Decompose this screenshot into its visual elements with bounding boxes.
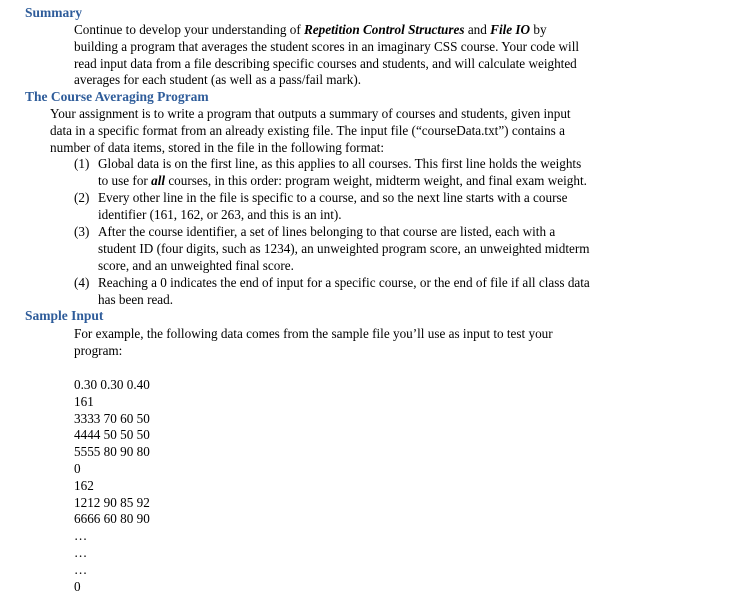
sample-data-line: … — [74, 528, 88, 544]
sample-data-line: 161 — [74, 393, 94, 409]
list-item-number: (2) — [74, 190, 90, 205]
sample-data-line: 0 — [74, 578, 81, 594]
program-line-1: Your assignment is to write a program that outputs a summary of courses and students, given input — [50, 106, 571, 121]
sample-data-line: 6666 60 80 90 — [74, 511, 150, 527]
program-line-3: number of data items, stored in the file in the following format: — [50, 139, 385, 155]
sample-line-1: For example, the following data comes from the sample file you’ll use as input to test your — [74, 326, 553, 341]
program-line-2: data in a specific format from an already existing file. The input file (“courseData.txt”) contains a — [50, 122, 565, 138]
sample-paragraph — [74, 326, 553, 360]
program-heading: The Course Averaging Program — [25, 89, 209, 104]
program-paragraph — [50, 106, 571, 156]
sample-data-line: … — [74, 561, 88, 577]
summary-line-1: Continue to develop your understanding of Repetition Control Structures and File IO by — [74, 22, 547, 37]
summary-heading: Summary — [25, 5, 82, 20]
sample-data-line: 4444 50 50 50 — [74, 427, 150, 443]
sample-data-line: 3333 70 60 50 — [74, 410, 150, 426]
summary-line-3: read input data from a file describing specific courses and students, and will calculate weighted — [74, 55, 577, 71]
summary-line-2: building a program that averages the student scores in an imaginary CSS course. Your code will — [74, 38, 580, 54]
sample-data-line: 0 — [74, 460, 81, 476]
sample-data-line: 162 — [74, 477, 94, 493]
summary-paragraph — [74, 22, 579, 89]
sample-data-line: … — [74, 544, 88, 560]
list-item-number: (1) — [74, 156, 90, 171]
sample-data-block — [74, 377, 150, 595]
sample-line-2: program: — [74, 342, 123, 358]
list-item-number: (4) — [74, 275, 90, 290]
summary-line-4: averages for each student (as well as a pass/fail mark). — [74, 72, 362, 88]
sample-data-line: 1212 90 85 92 — [74, 494, 150, 510]
sample-data-line: 5555 80 90 80 — [74, 444, 150, 460]
list-item-number: (3) — [74, 224, 90, 239]
sample-data-line: 0.30 0.30 0.40 — [74, 377, 150, 392]
sample-input-heading: Sample Input — [25, 308, 104, 323]
